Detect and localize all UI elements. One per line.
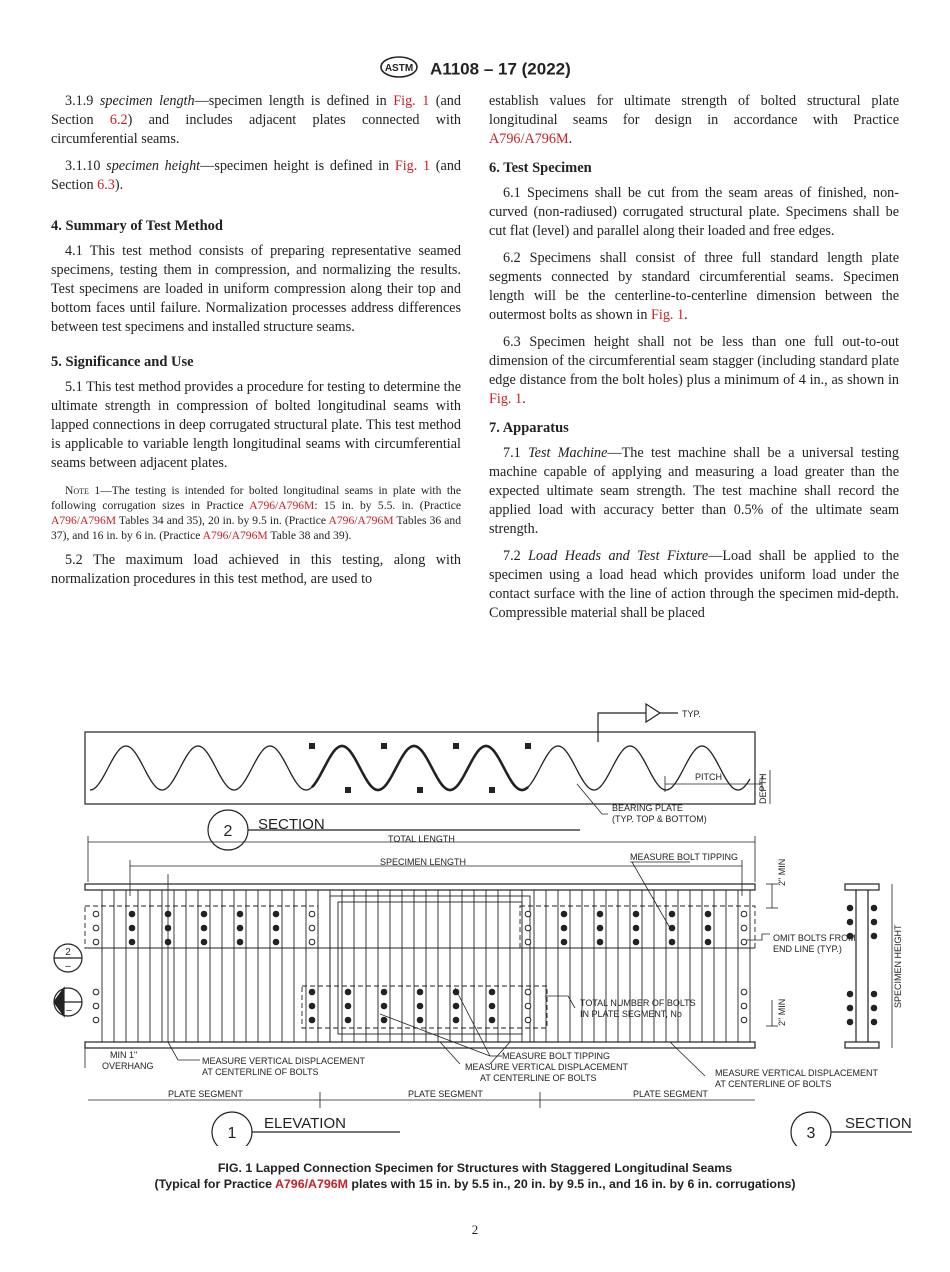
page-number: 2: [471, 1222, 479, 1237]
paragraph-6-2: [489, 249, 899, 325]
fig-1-link[interactable]: Fig. 1: [394, 158, 431, 174]
text: Tables 34 and 35), 20 in. by 9.5 in. (Practice: [116, 514, 329, 527]
omit-bolts-label: OMIT BOLTS FROM: [773, 933, 856, 943]
bolt-hole: [417, 989, 423, 995]
text: ).: [114, 177, 124, 193]
document-designation: A1108 – 17 (2022): [429, 59, 571, 79]
bolt-hole: [309, 1003, 315, 1009]
seam-bolt-mark: [345, 787, 351, 793]
bolt-hole: [381, 1017, 387, 1023]
marker-2-number: 2: [65, 947, 71, 958]
bolt-hole: [525, 939, 531, 945]
bolt-hole: [381, 989, 387, 995]
plate-segment-label: PLATE SEGMENT: [408, 1089, 483, 1099]
text: 6.3 Specimen height shall not be less than one full out-to-out dimension of the circumferential seam stagger (including standard plate edge distance from the bolt holes) plus a minimum of 4 in., as shown in: [489, 334, 899, 388]
bolt-hole: [871, 905, 877, 911]
bolt-hole: [129, 939, 135, 945]
bolt-hole: [237, 939, 243, 945]
bearing-plate-note: (TYP. TOP & BOTTOM): [612, 814, 707, 824]
a796-link[interactable]: A796/A796M: [489, 131, 569, 147]
figure-1: [50, 696, 920, 1146]
bolt-hole: [129, 925, 135, 931]
lapped-seam-wave: [312, 746, 528, 790]
section-2-label: SECTION: [258, 816, 325, 833]
bolt-hole: [489, 1017, 495, 1023]
bolt-hole: [453, 1017, 459, 1023]
min-overhang-label: OVERHANG: [102, 1061, 154, 1071]
seam-bolt-mark: [453, 743, 459, 749]
bolt-hole: [669, 911, 675, 917]
paragraph-3-1-10: [51, 157, 461, 195]
section-3-label: SECTION: [845, 1115, 912, 1132]
specimen-length-label: SPECIMEN LENGTH: [380, 857, 467, 867]
marker-3-dash: –: [66, 1005, 72, 1016]
fig-1-link[interactable]: Fig. 1: [489, 391, 523, 407]
specimen-height-label: SPECIMEN HEIGHT: [893, 924, 903, 1008]
bolt-hole: [309, 989, 315, 995]
a796-link[interactable]: A796/A796M: [202, 529, 268, 542]
seam-bolt-mark: [381, 743, 387, 749]
bottom-bearing-plate: [85, 1042, 755, 1048]
bolt-hole: [561, 939, 567, 945]
bolt-hole: [633, 925, 639, 931]
seam-bolt-mark: [417, 787, 423, 793]
term: Test Machine: [528, 445, 608, 461]
bolt-hole: [93, 1017, 99, 1023]
bearing-plate-outline: [85, 732, 755, 804]
a796-link[interactable]: A796/A796M: [249, 499, 315, 512]
heading-summary: 4. Summary of Test Method: [51, 218, 223, 234]
total-bolts-label: IN PLATE SEGMENT, No: [580, 1009, 682, 1019]
text: .: [684, 307, 688, 323]
paragraph-5-2: 5.2 The maximum load achieved in this testing, along with normalization procedures in this test method, are used to: [51, 552, 461, 587]
term: specimen height: [106, 158, 201, 174]
plate-segment-middle: [330, 896, 530, 1042]
bolt-hole: [847, 991, 853, 997]
top-bearing-plate: [85, 884, 755, 890]
bolt-hole: [741, 939, 747, 945]
left-column: [51, 92, 461, 597]
bolt-hole: [489, 1003, 495, 1009]
bolt-hole: [871, 1005, 877, 1011]
text: establish values for ultimate strength of bolted structural plate longitudinal seams for design in accordance with Practice: [489, 93, 899, 128]
a796-link[interactable]: A796/A796M: [274, 1177, 348, 1191]
paragraph-5-2-continued: [489, 92, 899, 149]
bolt-hole: [871, 933, 877, 939]
text: .: [568, 131, 573, 147]
bolt-hole: [525, 911, 531, 917]
seam-bolt-mark: [309, 743, 315, 749]
bolt-hole: [597, 925, 603, 931]
bolt-hole: [165, 925, 171, 931]
marker-arrow-icon: [54, 988, 64, 1016]
term: specimen length: [99, 93, 195, 109]
section-number: 7.2: [503, 548, 521, 564]
paragraph-6-1: 6.1 Specimens shall be cut from the seam areas of finished, non-curved (non-radiused) corrugated structural plate. Specimens shall be cut flat (level) and parallel along their loaded and free edges.: [489, 185, 899, 239]
figure-caption: [0, 1160, 950, 1192]
caption-line-1: FIG. 1 Lapped Connection Specimen for Structures with Staggered Longitudinal Seams: [217, 1161, 733, 1175]
bolt-hole: [741, 1003, 747, 1009]
typ-leader: [598, 713, 650, 742]
bolt-hole: [871, 1019, 877, 1025]
bolt-hole: [633, 939, 639, 945]
text: 6.2 Specimens shall consist of three full standard length plate segments connected by standard circumferential seams. Specimen length will be the centerline-to-centerline dimension between the outermost bolts as shown in: [489, 250, 899, 323]
bolt-hole: [871, 919, 877, 925]
bolt-hole: [489, 989, 495, 995]
bolt-hole: [525, 1017, 531, 1023]
a796-link[interactable]: A796/A796M: [51, 514, 117, 527]
corrugation-crest-lines: [102, 890, 750, 1042]
paragraph-7-2: [489, 547, 899, 623]
text: —The testing is intended for bolted longitudinal seams in plate with the following corrugation sizes in Practice: [51, 484, 461, 512]
two-inch-min-label: 2" MIN: [777, 858, 787, 886]
bolt-hole: [201, 911, 207, 917]
two-inch-min-label: 2" MIN: [777, 998, 787, 1026]
bolt-hole: [453, 989, 459, 995]
bolt-hole: [705, 925, 711, 931]
bolt-hole: [633, 911, 639, 917]
bolt-hole: [741, 1017, 747, 1023]
bolt-hole: [525, 1003, 531, 1009]
bolt-hole: [669, 939, 675, 945]
section-3-top-plate: [845, 884, 879, 890]
bolt-hole: [345, 1003, 351, 1009]
a796-link[interactable]: A796/A796M: [328, 514, 394, 527]
paragraph-5-1: 5.1 This test method provides a procedure for testing to determine the ultimate strength in compression of bolted longitudinal seams with lapped connections in deep corrugated structural plate. This test method is applicable to variable length longitudinal seams with circumferential seams between adjacent plates.: [51, 379, 461, 471]
section-number: 3.1.10: [65, 158, 101, 174]
section-number: 3.1.9: [65, 93, 94, 109]
section-3-bottom-plate: [845, 1042, 879, 1048]
bolt-hole: [525, 925, 531, 931]
bolt-hole: [201, 925, 207, 931]
text: Tables 36 and 37), and 16 in. by 6 in. (Practice: [51, 514, 461, 542]
bolt-hole: [237, 925, 243, 931]
bolt-hole: [561, 925, 567, 931]
bolt-hole: [93, 1003, 99, 1009]
section-cut-arrow-icon: [646, 704, 660, 722]
text: —The test machine shall be a universal testing machine capable of applying and measuring a load greater than the expected ultimate seam strength. The test machine shall record the applied load with accuracy better than 0.5% of the ultimate seam strength.: [489, 445, 899, 537]
section-6-3-link[interactable]: 6.3: [97, 177, 115, 193]
marker-3-number: 3: [66, 991, 72, 1002]
bearing-plate-label: BEARING PLATE: [612, 803, 683, 813]
bolt-hole: [597, 911, 603, 917]
astm-logo-icon: [379, 56, 419, 83]
bolt-hole: [93, 925, 99, 931]
measure-vertical-label: AT CENTERLINE OF BOLTS: [202, 1067, 319, 1077]
bolt-hole: [273, 911, 279, 917]
pitch-label: PITCH: [695, 772, 722, 782]
bolt-hole: [705, 939, 711, 945]
text: : 15 in. by 5.5. in. (Practice: [314, 499, 462, 512]
bolt-hole: [165, 911, 171, 917]
paragraph-7-1: [489, 444, 899, 539]
term: Load Heads and Test Fixture: [528, 548, 709, 564]
bolt-hole: [453, 1003, 459, 1009]
bolt-hole: [847, 919, 853, 925]
bolt-hole: [847, 1019, 853, 1025]
elevation-label: ELEVATION: [264, 1115, 346, 1132]
min-overhang-label: MIN 1": [110, 1050, 138, 1060]
bolt-hole: [417, 1003, 423, 1009]
bolt-hole: [597, 939, 603, 945]
bolt-hole: [847, 1005, 853, 1011]
bolt-hole: [273, 925, 279, 931]
vertical-displacement-leader: [168, 874, 200, 1060]
text: (Typical for Practice: [154, 1177, 275, 1191]
elevation-number: 1: [227, 1125, 237, 1142]
total-bolts-label: TOTAL NUMBER OF BOLTS: [580, 998, 696, 1008]
measure-vertical-label: MEASURE VERTICAL DISPLACEMENT: [202, 1056, 366, 1066]
text: —specimen height is defined in: [200, 158, 395, 174]
bolt-hole: [309, 925, 315, 931]
typ-label: TYP.: [682, 709, 701, 719]
measure-bolt-tipping-label: MEASURE BOLT TIPPING: [630, 852, 739, 862]
measure-vertical-label: AT CENTERLINE OF BOLTS: [480, 1073, 597, 1083]
seam-bolt-mark: [525, 743, 531, 749]
heading-apparatus: 7. Apparatus: [489, 420, 569, 436]
text: (and Section: [51, 93, 461, 128]
omit-bolts-label: END LINE (TYP.): [773, 944, 842, 954]
bolt-hole: [705, 911, 711, 917]
section-3-number: 3: [806, 1125, 816, 1142]
bolt-hole: [381, 1003, 387, 1009]
bolt-hole: [741, 989, 747, 995]
total-length-label: TOTAL LENGTH: [388, 834, 455, 844]
bolt-hole: [561, 911, 567, 917]
bolt-hole: [309, 939, 315, 945]
bolt-hole: [847, 905, 853, 911]
section-number: 7.1: [503, 445, 521, 461]
fig-1-link[interactable]: Fig. 1: [393, 93, 430, 109]
bolt-hole: [201, 939, 207, 945]
right-column: [489, 92, 899, 631]
depth-label: DEPTH: [758, 773, 768, 804]
specimen-diagram: [50, 696, 920, 1146]
measure-bolt-tipping-label: MEASURE BOLT TIPPING: [502, 1051, 611, 1061]
measure-vertical-label: MEASURE VERTICAL DISPLACEMENT: [465, 1062, 629, 1072]
text: .: [522, 391, 526, 407]
heading-test-specimen: 6. Test Specimen: [489, 160, 592, 176]
note-label: Note 1: [65, 484, 101, 497]
bolt-hole: [93, 911, 99, 917]
caption-line-2: [0, 1176, 950, 1192]
bolt-hole: [273, 939, 279, 945]
marker-2-dash: –: [65, 961, 71, 972]
total-bolts-leader: [545, 996, 575, 1008]
section-2-number: 2: [223, 823, 233, 840]
bolt-hole: [93, 989, 99, 995]
bolt-hole: [741, 911, 747, 917]
measure-vertical-label: AT CENTERLINE OF BOLTS: [715, 1079, 832, 1089]
text: —specimen length is defined in: [194, 93, 394, 109]
page-header: [0, 56, 950, 83]
text: Table 38 and 39).: [267, 529, 352, 542]
bolt-hole: [93, 939, 99, 945]
heading-significance: 5. Significance and Use: [51, 354, 194, 370]
bolt-hole: [165, 939, 171, 945]
bolt-hole: [741, 925, 747, 931]
bolt-hole: [417, 1017, 423, 1023]
paragraph-4-1: 4.1 This test method consists of preparing representative seamed specimens, testing them in compression, and normalizing the results. Test specimens are loaded in uniform compression along their top and bottom faces until failure. Normalization processes address differences between test specimens and installed structure seams.: [51, 243, 461, 335]
logo-text: ASTM: [385, 63, 414, 74]
seam-bolt-mark: [489, 787, 495, 793]
note-1: [51, 483, 461, 543]
paragraph-6-3: [489, 333, 899, 409]
corrugation-wave: [90, 746, 750, 790]
text: plates with 15 in. by 5.5 in., 20 in. by 9.5 in., and 16 in. by 6 in. corrugations): [347, 1177, 796, 1191]
bolt-hole: [129, 911, 135, 917]
fig-1-link[interactable]: Fig. 1: [650, 307, 685, 323]
bolt-hole: [345, 1017, 351, 1023]
bolt-hole: [309, 911, 315, 917]
bolt-hole: [871, 991, 877, 997]
measure-vertical-label: MEASURE VERTICAL DISPLACEMENT: [715, 1068, 879, 1078]
bolt-hole: [309, 1017, 315, 1023]
section-6-2-link[interactable]: 6.2: [109, 112, 128, 128]
paragraph-3-1-9: [51, 92, 461, 149]
text: ) and includes adjacent plates connected with circumferential seams.: [51, 112, 461, 147]
plate-segment-label: PLATE SEGMENT: [633, 1089, 708, 1099]
text: —Load shall be applied to the specimen using a load head which provides uniform load under the contact surface with the line of action through the specimen mid-depth. Compressible material shall be placed: [489, 548, 899, 621]
bolt-hole: [237, 911, 243, 917]
bolt-hole: [669, 925, 675, 931]
bolt-hole: [525, 989, 531, 995]
bearing-plate-leader: [577, 784, 608, 814]
plate-segment-label: PLATE SEGMENT: [168, 1089, 243, 1099]
text: (and Section: [51, 158, 462, 193]
bolt-hole: [345, 989, 351, 995]
